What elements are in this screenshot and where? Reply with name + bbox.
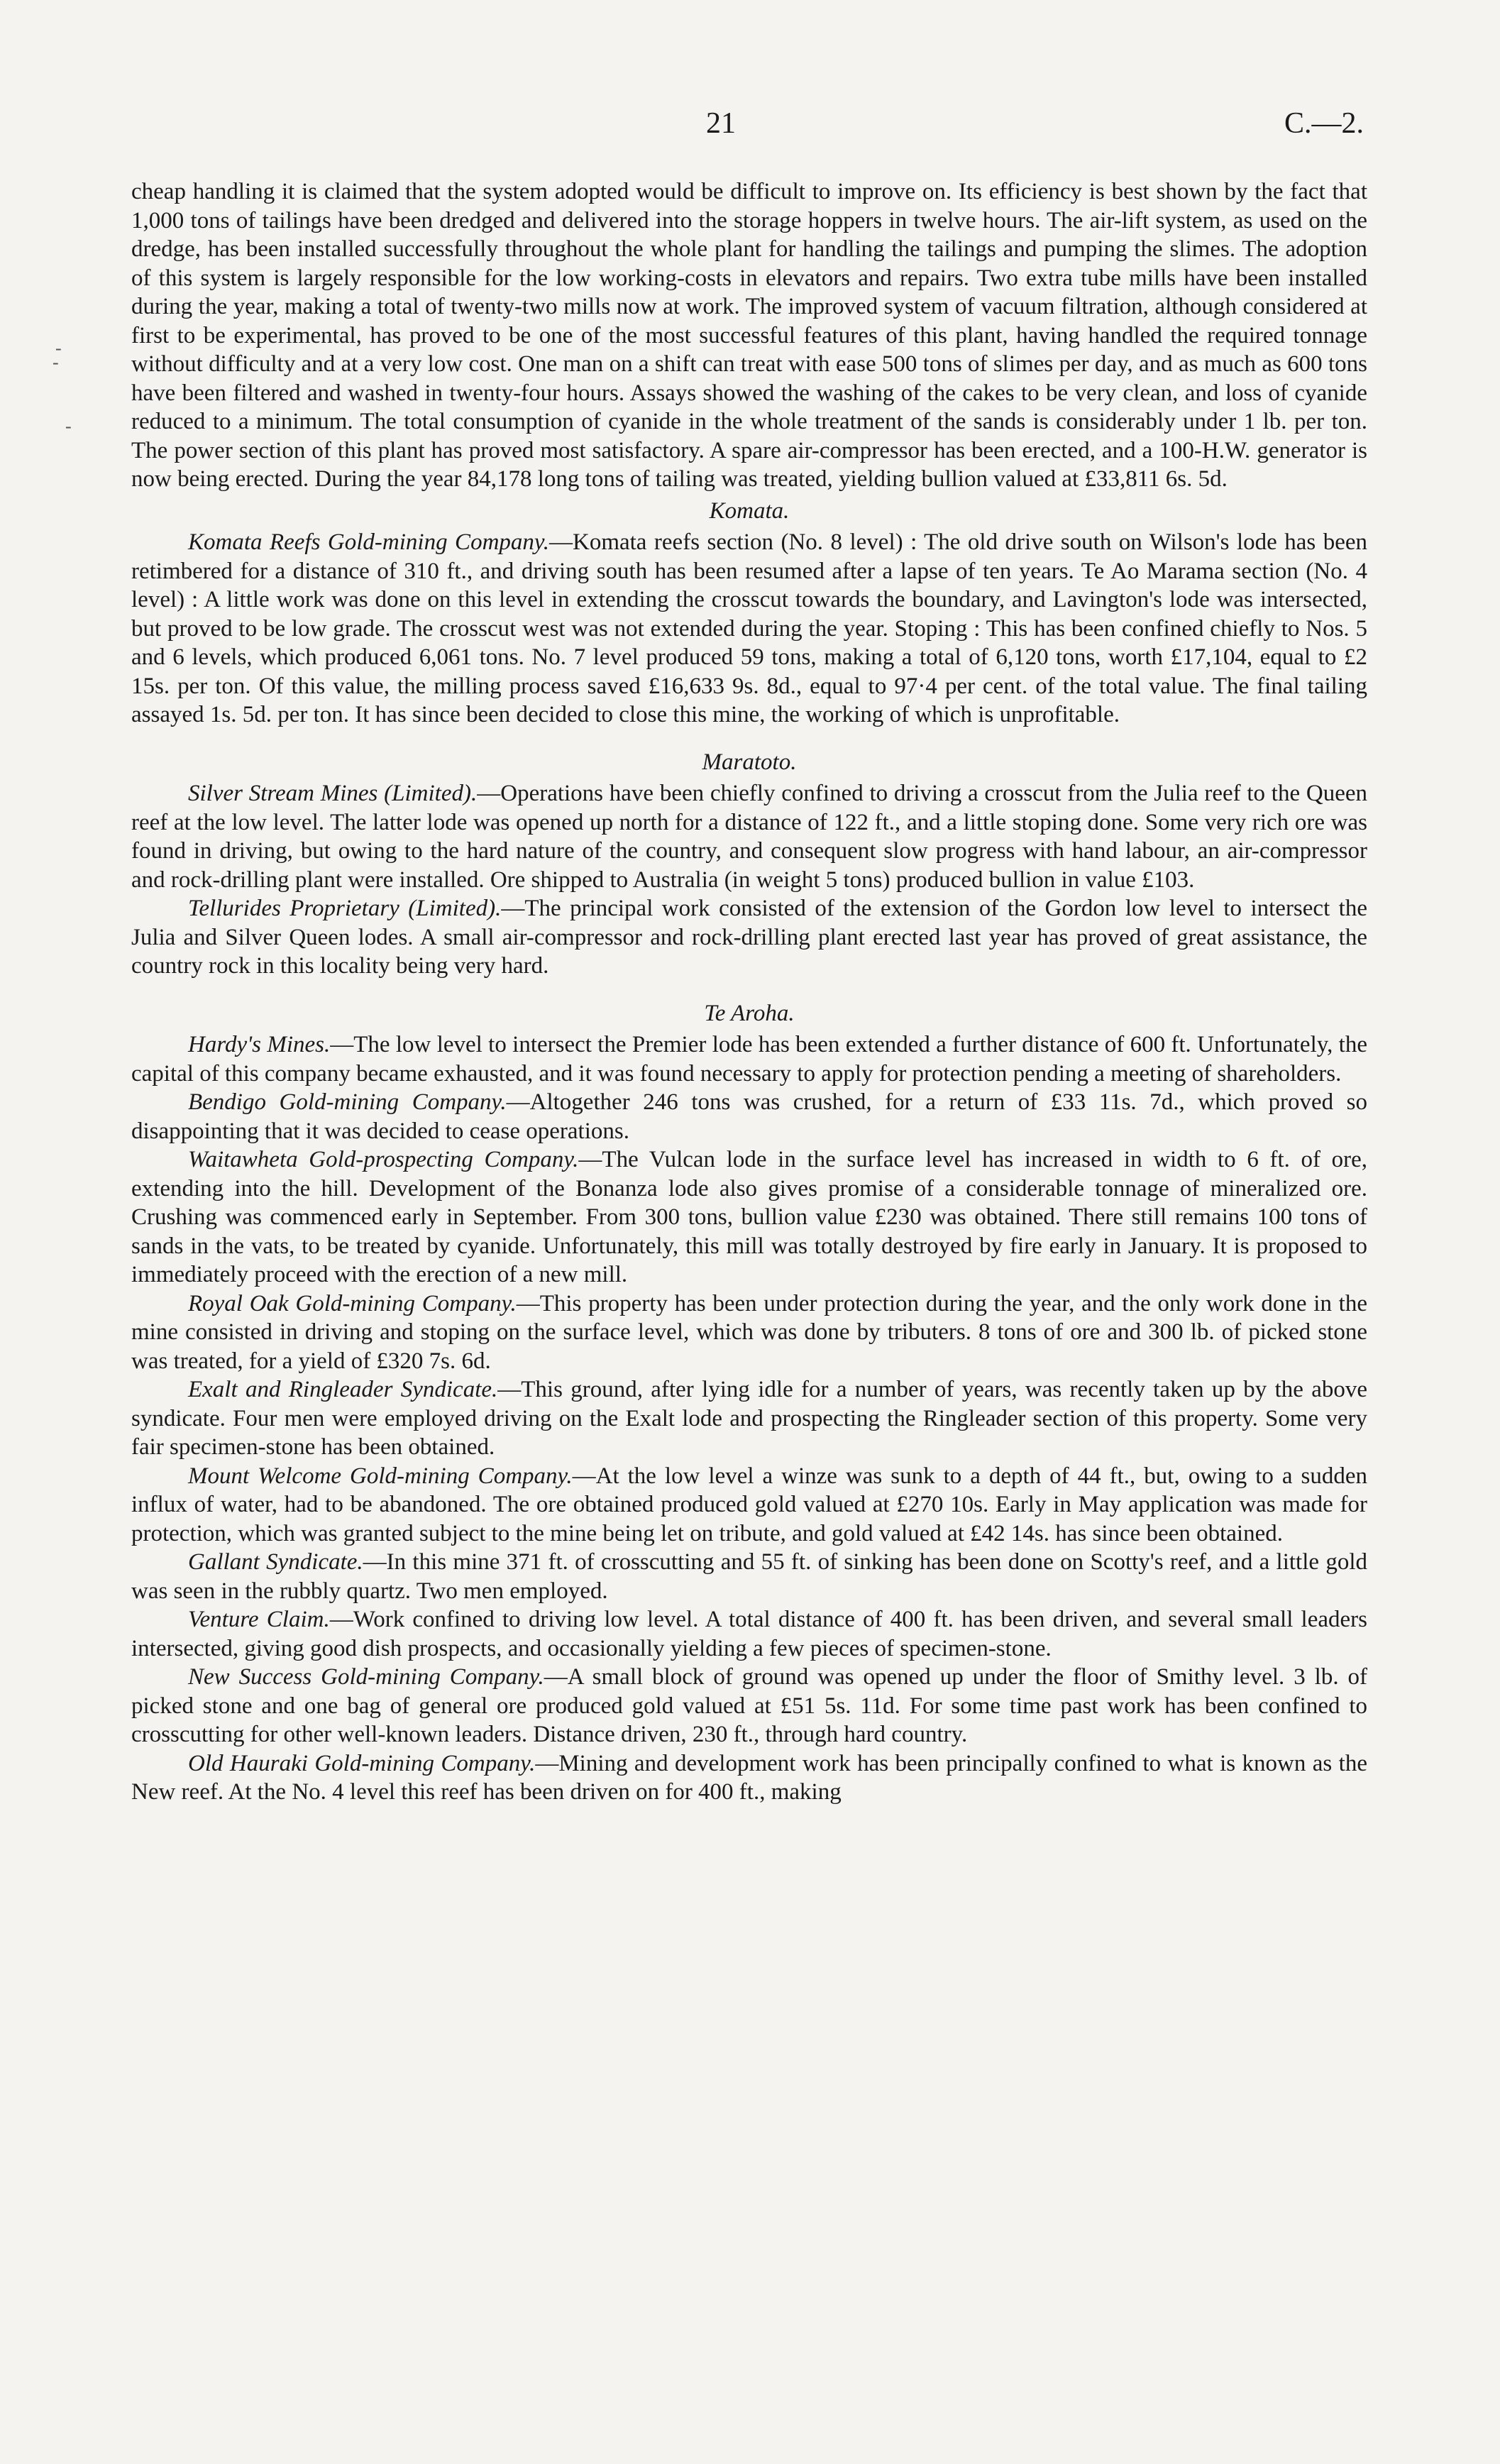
entry-title: Bendigo Gold-mining Company. [188,1089,507,1115]
entry-paragraph [131,1088,1367,1145]
page-number: 21 [706,107,736,140]
entry-paragraph [131,1030,1367,1088]
entry-paragraph [131,1605,1367,1663]
document-body [131,177,1367,1807]
entry-title: Waitawheta Gold-prospecting Company. [188,1147,579,1172]
entry-paragraph [131,1663,1367,1749]
section-heading-te-aroha: Te Aroha. [704,1000,795,1026]
opening-paragraph: cheap handling it is claimed that the system adopted would be difficult to improve on. Its efficiency is best shown by the fact that 1,000 tons of tailings have been dredged and delivered into the storage hoppers in twelve hours. The air-lift system, as used on the dredge, has been installed successfully throughout the whole plant for handling the tailings and pumping the slimes. The adoption of this system is largely responsible for the low working-costs in elevators and repairs. Two extra tube mills have been installed during the year, making a total of twenty-two mills now at work. The improved system of vacuum filtration, although considered at first to be experimental, has proved to be one of the most successful features of this plant, having handled the required tonnage without difficulty and at a very low cost. One man on a shift can treat with ease 500 tons of slimes per day, and as much as 600 tons have been filtered and washed in twenty-four hours. Assays showed the washing of the cakes to be very clean, and loss of cyanide reduced to a minimum. The total consumption of cyanide in the whole treatment of the sands is considerably under 1 lb. per ton. The power section of this plant has proved most satisfactory. A spare air-compressor has been erected, and a 100-H.W. generator is now being erected. During the year 84,178 long tons of tailing was treated, yielding bullion valued at £33,811 6s. 5d. [131,179,1367,492]
section-heading-komata: Komata. [709,497,790,524]
entry-paragraph [131,528,1367,730]
entry-title: New Success Gold-mining Company. [188,1664,544,1690]
section-heading-maratoto: Maratoto. [702,749,797,775]
page-header [0,106,1500,149]
entry-title: Mount Welcome Gold-mining Company. [188,1463,573,1489]
entry-title: Exalt and Ringleader Syndicate. [188,1377,498,1402]
entry-text: —A small block of ground was opened up under the floor of Smithy level. 3 lb. of picked stone and one bag of general ore produced gold valued at £51 5s. 11d. For some time past work has been confined to crosscutting for other well-known leaders. Distance driven, 230 ft., through hard country. [131,1664,1367,1747]
entry-text: —Komata reefs section (No. 8 level) : The old drive south on Wilson's lode has been retimbered for a distance of 310 ft., and driving south has been resumed after a lapse of ten years. Te Ao Marama section (No. 4 level) : A little work was done on this level in extending the crosscut towards the boundary, and Lavington's lode was intersected, but proved to be low grade. The crosscut west was not extended during the year. Stoping : This has been confined chiefly to Nos. 5 and 6 levels, which produced 6,061 tons. No. 7 level produced 59 tons, making a total of 6,120 tons, worth £17,104, equal to £2 15s. per ton. Of this value, the milling process saved £16,633 9s. 8d., equal to 97·4 per cent. of the total value. The final tailing assayed 1s. 5d. per ton. It has since been decided to close this mine, the working of which is unprofitable. [131,529,1367,727]
entry-text: —Altogether 246 tons was crushed, for a return of £33 11s. 7d., which proved so disappointing that it was decided to cease operations. [131,1089,1367,1144]
margin-mark: - [53,352,59,373]
entry-title: Silver Stream Mines (Limited). [188,781,478,806]
entry-paragraph [131,1375,1367,1462]
entry-paragraph [131,1548,1367,1605]
entry-paragraph [131,1462,1367,1549]
entry-text: —The Vulcan lode in the surface level has increased in width to 6 ft. of ore, extending into the hill. Development of the Bonanza lode also gives promise of a considerable tonnage of mineralized ore. Crushing was commenced early in September. From 300 tons, bullion value £230 was obtained. There still remains 100 tons of sands in the vats, to be treated by cyanide. Unfortunately, this mill was totally destroyed by fire early in January. It is proposed to immediately proceed with the erection of a new mill. [131,1147,1368,1287]
entry-paragraph [131,779,1367,894]
entry-title: Royal Oak Gold-mining Company. [188,1290,517,1316]
entry-title: Old Hauraki Gold-mining Company. [188,1750,536,1776]
entry-title: Gallant Syndicate. [188,1549,363,1575]
entry-paragraph [131,1749,1367,1807]
margin-mark: - [55,338,62,358]
entry-text: —The principal work consisted of the extension of the Gordon low level to intersect the Julia and Silver Queen lodes. A small air-compressor and rock-drilling plant erected last year has proved of great assistance, the country rock in this locality being very hard. [131,896,1367,979]
entry-title: Hardy's Mines. [188,1032,331,1057]
entry-text: —The low level to intersect the Premier lode has been extended a further distance of 600 ft. Unfortunately, the capital of this company became exhausted, and it was found necessary to apply for protection pending a meeting of shareholders. [131,1032,1367,1087]
entry-text: —This ground, after lying idle for a number of years, was recently taken up by the above syndicate. Four men were employed driving on the Exalt lode and prospecting the Ringleader section of this property. Some very fair specimen-stone has been obtained. [131,1377,1367,1460]
entry-title: Komata Reefs Gold-mining Company. [188,529,549,555]
entry-text: —At the low level a winze was sunk to a depth of 44 ft., but, owing to a sudden influx of water, had to be abandoned. The ore obtained produced gold valued at £270 10s. Early in May application was made for protection, which was granted subject to the mine being let on tribute, and gold valued at £42 14s. has since been obtained. [131,1463,1367,1546]
entry-title: Venture Claim. [188,1607,330,1632]
entry-text: —In this mine 371 ft. of crosscutting and 55 ft. of sinking has been done on Scotty's reef, and a little gold was seen in the rubbly quartz. Two men employed. [131,1549,1367,1604]
entry-text: —Work confined to driving low level. A total distance of 400 ft. has been driven, and several small leaders intersected, giving good dish prospects, and occasionally yielding a few pieces of specimen-stone. [131,1607,1368,1661]
entry-text: —Operations have been chiefly confined to driving a crosscut from the Julia reef to the Queen reef at the low level. The latter lode was opened up north for a distance of 122 ft., and a little stoping done. Some very rich ore was found in driving, but owing to the hard nature of the country, and consequent slow progress with hand labour, an air-compressor and rock-drilling plant were installed. Ore shipped to Australia (in weight 5 tons) produced bullion in value £103. [131,781,1368,893]
entry-text: —This property has been under protection during the year, and the only work done in the mine consisted in driving and stoping on the surface level, which was done by tributers. 8 tons of ore and 300 lb. of picked stone was treated, for a yield of £320 7s. 6d. [131,1290,1367,1374]
entry-text: —Mining and development work has been principally confined to what is known as the New reef. At the No. 4 level this reef has been driven on for 400 ft., making [131,1750,1367,1805]
document-code: C.—2. [1284,107,1364,140]
entry-title: Tellurides Proprietary (Limited). [188,896,502,921]
entry-paragraph [131,894,1367,981]
entry-paragraph [131,1145,1367,1289]
margin-mark: - [65,416,72,436]
entry-paragraph [131,1289,1367,1376]
